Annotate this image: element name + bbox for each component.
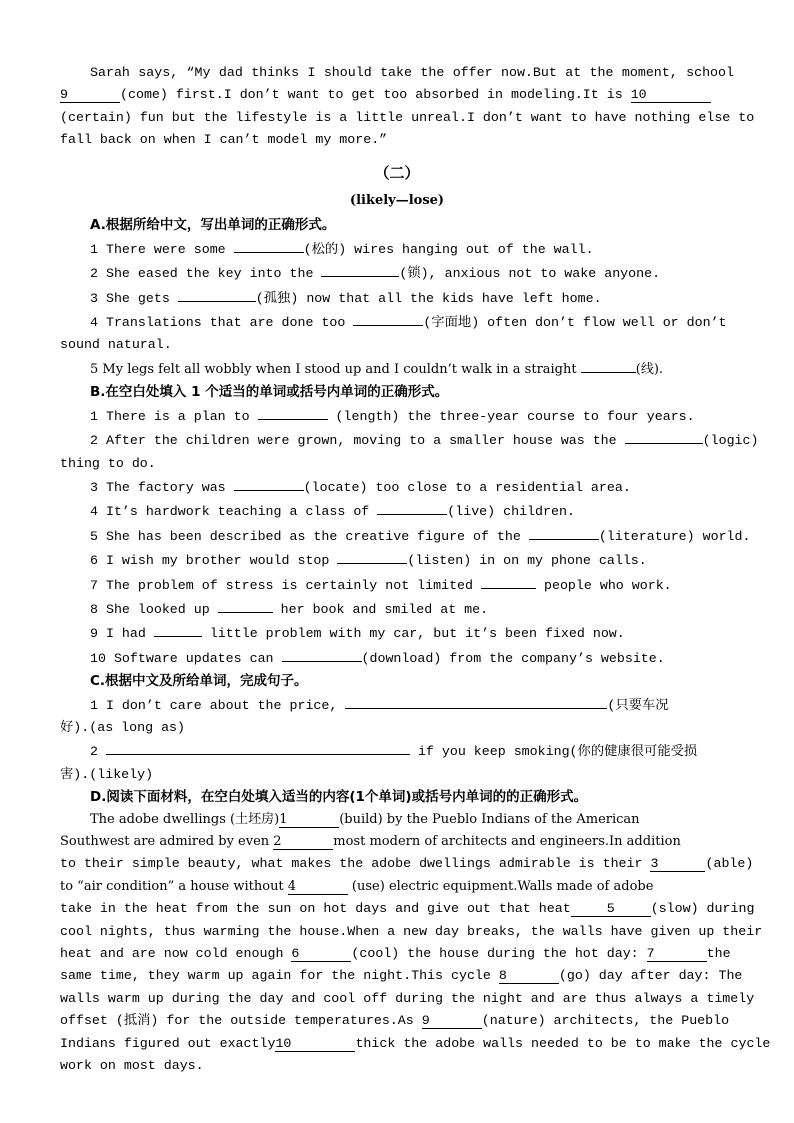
question-text: (锁), anxious not to wake anyone. — [399, 266, 661, 282]
passage-line-5 — [60, 898, 755, 920]
part-a-item-3 — [60, 286, 734, 310]
passage-line-8 — [60, 965, 743, 987]
passage-text: (go) day after day: The — [558, 968, 743, 984]
question-text: 2 She eased the key into the — [90, 266, 322, 282]
question-text: (线). — [635, 361, 664, 377]
question-text: 2 After the children were grown, moving to a smaller house was the — [90, 433, 625, 449]
blank-3[interactable]: 3 — [650, 856, 705, 872]
question-text: (只要车况 — [607, 697, 669, 713]
intro-line-1 — [60, 62, 734, 84]
passage-line-6: cool nights, thus warming the house.When a new day breaks, the walls have given up their — [60, 923, 763, 939]
passage-line-3 — [60, 853, 754, 875]
blank-10[interactable]: 10 — [631, 87, 711, 103]
part-a-item-4-cont: sound natural. — [60, 337, 172, 353]
part-a-heading: A.根据所给中文，写出单词的正确形式。 — [90, 217, 336, 234]
question-text: (literature) world. — [598, 528, 751, 544]
passage-text: The adobe dwellings (土坯房) — [90, 811, 280, 827]
part-a-item-2 — [60, 261, 734, 285]
passage-text: to “air condition” a house without — [60, 878, 288, 894]
answer-blank[interactable] — [353, 310, 423, 326]
question-text: (孤独) now that all the kids have left home. — [255, 290, 602, 306]
question-text: little problem with my car, but it’s been fixed now. — [201, 626, 625, 642]
question-text: if you keep smoking(你的健康很可能受损 — [409, 744, 698, 760]
question-text: (locate) too close to a residential area. — [303, 479, 631, 495]
passage-line-7 — [60, 943, 734, 965]
blank-5[interactable]: 5 — [571, 901, 651, 917]
blank-9[interactable]: 9 — [60, 87, 120, 103]
question-text: 5 She has been described as the creative figure of the — [90, 528, 529, 544]
part-c-heading: C.根据中文及所给单词，完成句子。 — [90, 673, 308, 690]
question-text: people who work. — [536, 577, 672, 593]
passage-text: Southwest are admired by even — [60, 834, 274, 849]
intro-line-4 — [60, 129, 734, 151]
section-subtitle: (likely—lose) — [349, 193, 445, 209]
passage-text: to their simple beauty, what makes the adobe dwellings admirable is their — [60, 856, 651, 872]
part-c-item-2 — [60, 739, 734, 763]
passage-line-10 — [60, 1010, 734, 1032]
answer-blank[interactable] — [529, 524, 599, 540]
intro-line-2 — [60, 84, 734, 106]
answer-blank[interactable] — [234, 475, 304, 491]
part-b-item-6 — [60, 548, 734, 572]
question-text: (logic) — [702, 433, 759, 449]
part-b-item-2 — [60, 428, 759, 452]
passage-line-4 — [60, 876, 734, 898]
passage-text: during — [698, 901, 755, 917]
question-text: 3 She gets — [90, 290, 178, 306]
question-text: (字面地) often don’t flow well or don’t — [423, 315, 727, 331]
passage-line-2 — [60, 831, 734, 853]
question-text: 9 I had — [90, 626, 154, 642]
answer-blank[interactable] — [234, 237, 304, 253]
part-b-heading: B.在空白处填入 1 个适当的单词或括号内单词的正确形式。 — [90, 384, 449, 401]
worksheet-page — [60, 62, 771, 1077]
intro-text: (certain) fun but the lifestyle is a little unreal.I don’t want to have nothing else to — [60, 109, 755, 125]
passage-line-1 — [60, 809, 734, 831]
intro-line-3 — [60, 107, 755, 129]
passage-text: the — [706, 946, 731, 962]
answer-blank[interactable] — [377, 499, 447, 515]
blank-4[interactable]: 4 — [288, 879, 348, 895]
part-b-item-10 — [60, 646, 734, 670]
part-b-item-3 — [60, 475, 734, 499]
question-text: 5 My legs felt all wobbly when I stood up and I couldn’t walk in a straight — [90, 361, 581, 377]
question-text: 1 There is a plan to — [90, 408, 258, 424]
answer-blank[interactable] — [282, 646, 362, 662]
answer-blank[interactable] — [178, 286, 256, 302]
question-text: (length) the three-year course to four years. — [327, 408, 695, 424]
question-text: 3 The factory was — [90, 479, 234, 495]
intro-text: (come) first.I don’t want to get too absorbed in modeling.It is — [120, 87, 631, 103]
answer-blank[interactable] — [258, 404, 328, 420]
answer-blank[interactable] — [337, 548, 407, 564]
part-b-item-8 — [60, 597, 734, 621]
passage-text: (cool) the house during the hot day: — [351, 946, 647, 962]
question-text: her book and smiled at me. — [272, 601, 489, 617]
passage-text: heat and are now cold enough — [60, 946, 292, 962]
answer-blank[interactable] — [481, 573, 536, 589]
question-text: 2 — [90, 744, 106, 760]
passage-line-11 — [60, 1033, 771, 1055]
passage-text: (able) — [705, 856, 754, 872]
question-text: 6 I wish my brother would stop — [90, 553, 338, 569]
part-a-item-4 — [60, 310, 734, 334]
passage-text: offset (抵消) for the outside temperatures.As — [60, 1013, 422, 1029]
blank-1[interactable]: 1 — [279, 812, 339, 828]
passage-line-9: walls warm up during the day and cool off during the night and are thus always a timely — [60, 990, 755, 1006]
blank-9[interactable]: 9 — [422, 1013, 482, 1029]
question-text: 8 She looked up — [90, 601, 218, 617]
answer-blank[interactable] — [106, 739, 410, 755]
question-text: (listen) in on my phone calls. — [407, 553, 647, 569]
passage-text: (build) by the Pueblo Indians of the American — [339, 811, 640, 827]
question-text: 10 Software updates can — [90, 650, 282, 666]
intro-text: fall back on when I can’t model my more.” — [60, 132, 388, 148]
question-text: (live) children. — [447, 504, 575, 520]
passage-line-12: work on most days. — [60, 1058, 204, 1074]
blank-2[interactable]: 2 — [273, 834, 333, 850]
section-title: （二） — [374, 163, 420, 182]
intro-text: Sarah says, “My dad thinks I should take the offer now.But at the moment, school — [90, 65, 734, 80]
passage-text: take in the heat from the sun on hot days and give out that heat — [60, 901, 571, 917]
blank-10[interactable]: 10 — [275, 1036, 355, 1052]
answer-blank[interactable] — [218, 597, 273, 613]
answer-blank[interactable] — [625, 428, 703, 444]
answer-blank[interactable] — [154, 621, 202, 637]
passage-text: same time, they warm up again for the night.This cycle — [60, 968, 499, 984]
question-text: (download) from the company’s website. — [361, 650, 665, 666]
answer-blank[interactable] — [321, 261, 399, 277]
question-text: 1 There were some — [90, 241, 234, 257]
part-a-item-5 — [60, 357, 734, 381]
part-c-item-1 — [60, 693, 734, 717]
passage-text: Indians figured out exactly — [60, 1035, 276, 1051]
blank-8[interactable]: 8 — [499, 968, 559, 984]
part-b-item-4 — [60, 499, 734, 523]
part-d-heading: D.阅读下面材料，在空白处填入适当的内容(1个单词)或括号内单词的的正确形式。 — [90, 789, 588, 806]
part-b-item-7 — [60, 573, 734, 597]
answer-blank[interactable] — [581, 357, 636, 373]
question-text: 1 I don’t care about the price, — [90, 697, 346, 713]
part-a-item-1 — [60, 237, 734, 261]
passage-text: (slow) — [650, 901, 699, 917]
question-text: 4 Translations that are done too — [90, 315, 354, 331]
question-text: (松的) wires hanging out of the wall. — [303, 241, 594, 257]
passage-text: (use) electric equipment.Walls made of adobe — [347, 878, 654, 894]
part-b-item-1 — [60, 404, 734, 428]
passage-text: (nature) architects, the Pueblo — [481, 1013, 730, 1029]
answer-blank[interactable] — [345, 693, 607, 709]
passage-text: most modern of architects and engineers.In addition — [333, 834, 681, 849]
blank-6[interactable]: 6 — [291, 946, 351, 962]
part-b-item-2-cont: thing to do. — [60, 455, 156, 471]
question-text: 4 It’s hardwork teaching a class of — [90, 504, 378, 520]
passage-text: thick the adobe walls needed to be to make the cycle — [355, 1035, 771, 1051]
part-c-item-2-cont: 害).(likely) — [60, 766, 154, 782]
part-b-item-9 — [60, 621, 734, 645]
question-text: 7 The problem of stress is certainly not limited — [90, 577, 481, 593]
blank-7[interactable]: 7 — [647, 946, 707, 962]
part-c-item-1-cont: 好).(as long as) — [60, 719, 186, 735]
part-b-item-5 — [60, 524, 751, 548]
